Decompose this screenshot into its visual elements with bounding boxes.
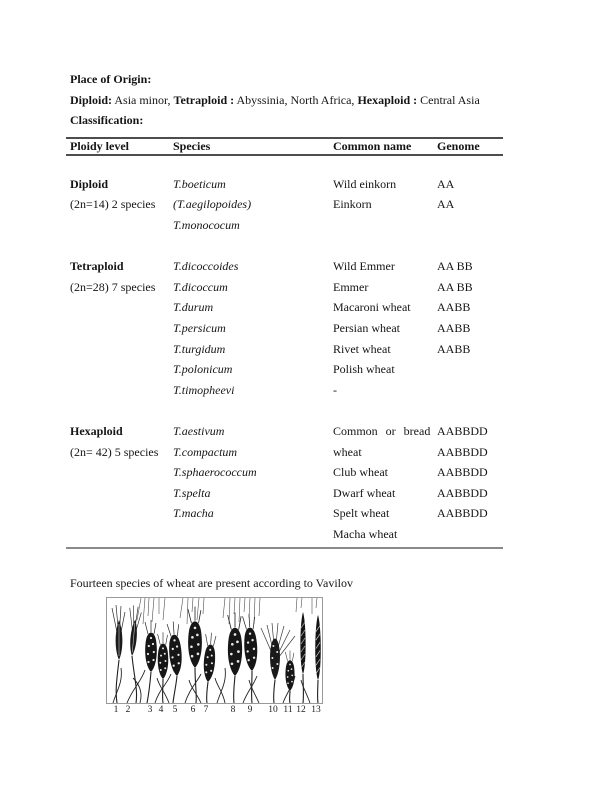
genome-cell: AABBDD: [437, 465, 488, 480]
figure-number: 5: [172, 705, 178, 715]
table-row: [66, 504, 503, 525]
common-name-cell: Wild einkorn: [333, 176, 397, 191]
table-row: [66, 195, 503, 216]
origin-line: [70, 90, 540, 111]
common-name-cell: Macaroni wheat: [333, 300, 411, 315]
ploidy-cell: (2n=28) 7 species: [70, 279, 156, 294]
header-ploidy-level: Ploidy level: [70, 139, 129, 153]
ploidy-cell: Hexaploid: [70, 423, 123, 438]
table-row: [66, 421, 503, 442]
common-name-cell: -: [333, 382, 337, 397]
genome-cell: AABB: [437, 300, 471, 315]
species-cell: T.timopheevi: [173, 382, 235, 397]
table-row: [66, 318, 503, 339]
species-cell: (T.aegilopoides): [173, 197, 252, 212]
table-row: [66, 339, 503, 360]
figure-number: 3: [147, 705, 153, 715]
top-text-block: [70, 69, 540, 131]
species-cell: T.dicoccum: [173, 279, 228, 294]
table-header-row: [66, 137, 503, 156]
species-cell: T.aestivum: [173, 423, 225, 438]
table-row: [66, 215, 503, 236]
common-name-cell: Common or bread: [333, 423, 431, 438]
table-row: [66, 256, 503, 277]
common-name-cell: Dwarf wheat: [333, 485, 396, 500]
header-common-name: Common name: [333, 139, 412, 153]
genome-cell: AABB: [437, 341, 471, 356]
species-cell: T.turgidum: [173, 341, 226, 356]
figure-number: 7: [203, 705, 209, 715]
figure-caption: Fourteen species of wheat are present according to Vavilov: [70, 576, 354, 590]
species-cell: T.boeticum: [173, 176, 226, 191]
table-row: [66, 380, 503, 401]
origin-heading: Place of Origin:: [70, 72, 152, 86]
figure-number: 8: [230, 705, 236, 715]
wheat-illustration: [107, 598, 322, 703]
table-row: [66, 462, 503, 483]
genome-cell: AA: [437, 176, 455, 191]
species-cell: T.dicoccoides: [173, 259, 239, 274]
classification-table: [66, 137, 503, 549]
ploidy-cell: (2n= 42) 5 species: [70, 444, 159, 459]
figure-number: 9: [247, 705, 253, 715]
table-row-blank: [66, 236, 503, 257]
species-cell: T.macha: [173, 506, 214, 521]
diploid-value: Asia minor,: [112, 92, 174, 107]
common-name-cell: Polish wheat: [333, 362, 395, 377]
common-name-cell: Club wheat: [333, 465, 388, 480]
species-cell: T.sphaerococcum: [173, 465, 257, 480]
species-cell: T.persicum: [173, 320, 226, 335]
table-row: [66, 174, 503, 195]
common-name-cell: Macha wheat: [333, 526, 398, 541]
hexaploid-value: Central Asia: [417, 92, 480, 107]
wheat-figure: [106, 597, 323, 704]
figure-number: 2: [125, 705, 131, 715]
header-species: Species: [173, 139, 211, 153]
genome-cell: AABBDD: [437, 506, 488, 521]
table-row: [66, 277, 503, 298]
figure-number: 11: [283, 705, 293, 715]
genome-cell: AA BB: [437, 259, 473, 274]
genome-cell: AABB: [437, 320, 471, 335]
genome-cell: AA: [437, 197, 455, 212]
diploid-label: Diploid:: [70, 92, 113, 107]
table-row: [66, 298, 503, 319]
species-cell: T.polonicum: [173, 362, 233, 377]
figure-number: 10: [268, 705, 278, 715]
hexaploid-label: Hexaploid :: [357, 92, 418, 107]
table-row: [66, 442, 503, 463]
header-genome: Genome: [437, 139, 480, 153]
common-name-cell: Wild Emmer: [333, 259, 395, 274]
genome-cell: AABBDD: [437, 423, 488, 438]
common-name-cell: Emmer: [333, 279, 369, 294]
figure-number-row: [106, 705, 323, 717]
figure-number: 4: [158, 705, 164, 715]
common-name-cell: Einkorn: [333, 197, 372, 212]
species-cell: T.durum: [173, 300, 214, 315]
genome-cell: AABBDD: [437, 485, 488, 500]
common-name-cell: Spelt wheat: [333, 506, 390, 521]
species-cell: T.spelta: [173, 485, 211, 500]
table-row-blank: [66, 401, 503, 422]
ploidy-cell: (2n=14) 2 species: [70, 197, 156, 212]
figure-number: 13: [311, 705, 321, 715]
figure-number: 1: [113, 705, 119, 715]
table-row: [66, 483, 503, 504]
ploidy-cell: Tetraploid: [70, 259, 124, 274]
table-row: [66, 524, 503, 545]
table-body: [66, 156, 503, 549]
ploidy-cell: Diploid: [70, 176, 109, 191]
classification-heading: Classification:: [70, 113, 144, 127]
species-cell: T.compactum: [173, 444, 238, 459]
common-name-cell: Rivet wheat: [333, 341, 391, 356]
tetraploid-label: Tetraploid :: [173, 92, 235, 107]
species-cell: T.monococum: [173, 217, 240, 232]
genome-cell: AA BB: [437, 279, 473, 294]
figure-number: 12: [296, 705, 306, 715]
table-row: [66, 359, 503, 380]
genome-cell: AABBDD: [437, 444, 488, 459]
tetraploid-value: Abyssinia, North Africa,: [234, 92, 358, 107]
common-name-cell: wheat: [333, 444, 362, 459]
common-name-cell: Persian wheat: [333, 320, 400, 335]
figure-number: 6: [190, 705, 196, 715]
